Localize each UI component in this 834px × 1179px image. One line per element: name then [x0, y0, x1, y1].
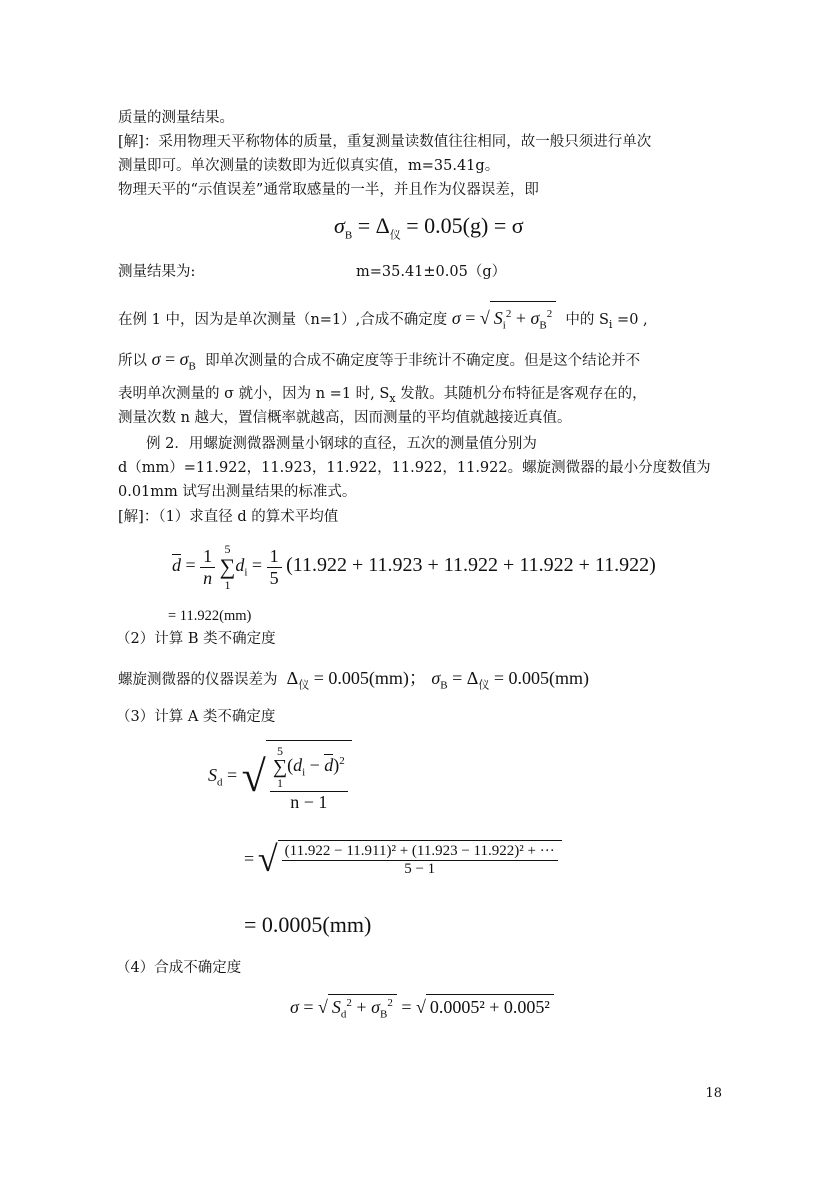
example-2-title: 例 2．用螺旋测微器测量小钢球的直径，五次的测量值分别为: [146, 436, 537, 452]
inline-sigma-formula: σ = √ $S_i^2 + \sigma_B^2$: [452, 308, 561, 328]
example-2-data: d（mm）=11.922，11.923，11.922，11.922，11.922。螺旋测微器的最小分度数值为: [118, 460, 711, 476]
equation-std-dev: $S_d$ = √ 5 ∑ 1 $(d_i - d)^2$ n − 1: [208, 740, 352, 813]
equation-combined-uncertainty: σ = √ $S_d^2 + \sigma_B^2$ = √ 0.0005² + 0.005²: [290, 994, 554, 1021]
equation-instrument-error: $\sigma_B = \Delta_仪 = 0.05(g) = \sigma$: [334, 213, 524, 242]
text-line-3: 测量即可。单次测量的读数即为近似真实值，m=35.41g。: [118, 158, 500, 174]
result-label: 测量结果为:: [118, 264, 196, 280]
text-line-1: 质量的测量结果。: [118, 110, 234, 126]
std-dev-result: = 0.0005(mm): [244, 912, 372, 937]
example-2-request: 0.01mm 试写出测量结果的标准式。: [118, 484, 357, 500]
text-line-2: [解]：采用物理天平称物体的质量，重复测量读数值往往相同，故一般只须进行单次: [118, 134, 652, 150]
instrument-error-line: 螺旋测微器的仪器误差为 $\Delta_仪 = 0.005(mm)$； $\sigma_B = \Delta_仪 = 0.005(mm)$: [118, 668, 589, 692]
step-3-label: （3）计算 A 类不确定度: [116, 709, 276, 725]
step-1-label: [解]：（1）求直径 d 的算术平均值: [118, 509, 339, 525]
page-number: 18: [705, 1086, 722, 1101]
para-explain-2: 测量次数 n 越大，置信概率就越高，因而测量的平均值就越接近真值。: [118, 410, 572, 426]
step-4-label: （4）合成不确定度: [116, 960, 242, 976]
para-so: 所以 $\sigma = \sigma_B$ 即单次测量的合成不确定度等于非统计不确定度。但是这个结论并不: [118, 349, 641, 373]
text-line-4: 物理天平的“示值误差”通常取感量的一半，并且作为仪器误差，即: [118, 182, 539, 198]
mean-result: = 11.922(mm): [168, 608, 252, 624]
equation-mean: d = $\frac{1}{n}$ 5 ∑ 1 $d_i$ = $\frac{1}{5}$ (11.922 + 11.923 + 11.922 + 11.922 + 11.922): [172, 542, 656, 592]
equation-std-dev-values: = √ $\frac{\text{(11.922 − 11.911)² + (11.923 − 11.922)² + ···}}{5 - 1}$: [244, 838, 562, 880]
step-2-label: （2）计算 B 类不确定度: [116, 631, 276, 647]
para-single-measure: 在例 1 中，因为是单次测量（n=1）,合成不确定度 σ = √ $S_i^2 + \sigma_B^2$ 中的 $S_i =0$ ,: [118, 301, 648, 336]
para-explain-1: 表明单次测量的 σ 就小，因为 n =1 时, $S_x$ 发散。其随机分布特征是客观存在的，: [118, 386, 647, 405]
result-value: m=35.41±0.05（g）: [356, 264, 507, 280]
